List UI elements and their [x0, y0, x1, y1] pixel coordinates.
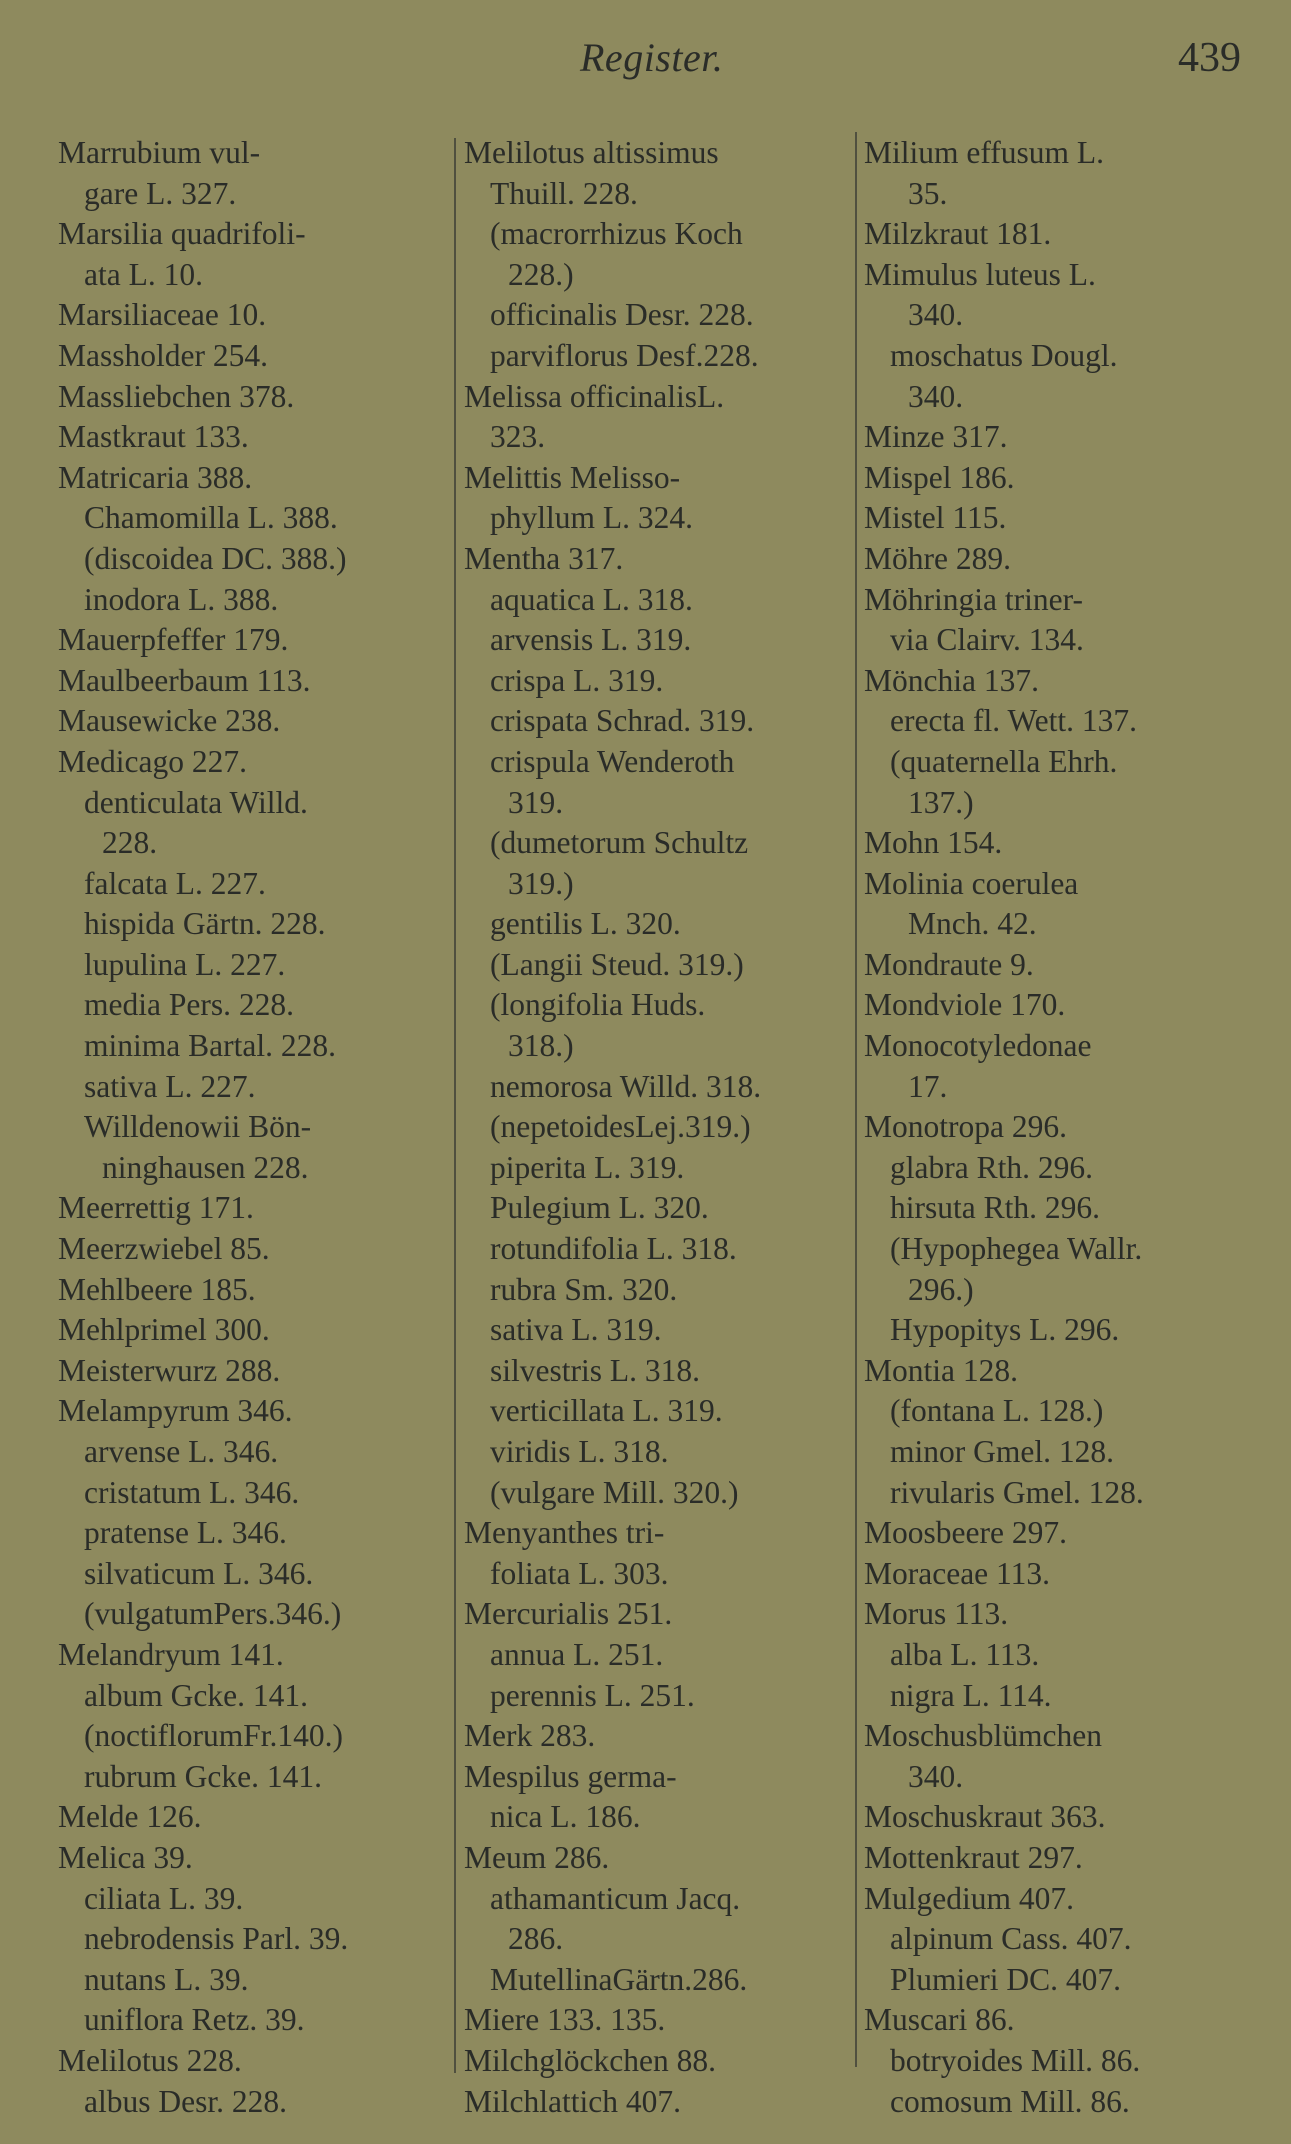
- index-subentry: minor Gmel. 128.: [890, 1434, 1114, 1469]
- index-subentry: phyllum L. 324.: [490, 500, 693, 536]
- index-entry: Mercurialis 251.: [464, 1596, 673, 1632]
- index-entry: Meerzwiebel 85.: [58, 1231, 270, 1267]
- index-entry: Mauerpfeffer 179.: [58, 622, 289, 658]
- index-entry: Milzkraut 181.: [864, 216, 1052, 252]
- index-subentry: ata L. 10.: [84, 256, 203, 292]
- index-subentry: rivularis Gmel. 128.: [890, 1474, 1144, 1510]
- index-subentry: media Pers. 228.: [84, 987, 294, 1023]
- index-subentry: 286.: [508, 1921, 564, 1957]
- index-entry: Muscari 86.: [864, 2002, 1015, 2038]
- index-subentry: (quaternella Ehrh.: [890, 743, 1118, 779]
- index-subentry: athamanticum Jacq.: [490, 1880, 741, 1916]
- index-entry: Matricaria 388.: [58, 459, 253, 495]
- index-subentry: (Langii Steud. 319.): [490, 946, 744, 982]
- index-subentry: uniflora Retz. 39.: [84, 2002, 305, 2038]
- index-subentry: Chamomilla L. 388.: [84, 500, 338, 536]
- index-subentry: erecta fl. Wett. 137.: [890, 703, 1138, 739]
- index-subentry: crispata Schrad. 319.: [490, 703, 755, 739]
- index-subentry: 137.): [908, 784, 974, 820]
- index-subentry: 228.: [102, 825, 158, 861]
- index-subentry: Plumieri DC. 407.: [890, 1961, 1122, 1997]
- index-subentry: inodora L. 388.: [84, 581, 279, 617]
- page-header: [0, 30, 1291, 90]
- index-entry: Medicago 227.: [58, 743, 247, 779]
- column-divider-1: [454, 138, 456, 2073]
- index-subentry: 296.): [908, 1271, 974, 1307]
- index-entry: Monocotyledonae: [864, 1028, 1092, 1064]
- index-subentry: pratense L. 346.: [84, 1515, 287, 1551]
- index-entry: Mulgedium 407.: [864, 1880, 1074, 1916]
- index-subentry: parviflorus Desf.228.: [490, 337, 759, 373]
- index-subentry: sativa L. 227.: [84, 1068, 256, 1104]
- index-entry: Melissa officinalisL.: [464, 378, 725, 414]
- index-subentry: perennis L. 251.: [490, 1677, 695, 1713]
- index-subentry: via Clairv. 134.: [890, 622, 1084, 658]
- index-subentry: gare L. 327.: [84, 175, 237, 211]
- index-entry: Marsilia quadrifoli-: [58, 216, 306, 252]
- index-subentry: alpinum Cass. 407.: [890, 1921, 1132, 1957]
- index-subentry: verticillata L. 319.: [490, 1393, 723, 1429]
- index-entry: Morus 113.: [864, 1596, 1009, 1632]
- index-entry: Melampyrum 346.: [58, 1393, 293, 1429]
- index-subentry: arvense L. 346.: [84, 1434, 279, 1469]
- index-subentry: 35.: [908, 175, 948, 211]
- index-entry: Moosbeere 297.: [864, 1515, 1067, 1551]
- index-subentry: (nepetoidesLej.319.): [490, 1109, 751, 1145]
- index-entry: Moschuskraut 363.: [864, 1799, 1106, 1835]
- index-subentry: Pulegium L. 320.: [490, 1190, 709, 1226]
- index-subentry: silvaticum L. 346.: [84, 1555, 314, 1591]
- index-subentry: annua L. 251.: [490, 1636, 664, 1672]
- index-subentry: rotundifolia L. 318.: [490, 1231, 737, 1267]
- index-entry: Mondraute 9.: [864, 946, 1034, 982]
- index-subentry: (vulgatumPers.346.): [84, 1596, 342, 1632]
- index-subentry: nebrodensis Parl. 39.: [84, 1921, 349, 1957]
- index-entry: Mohn 154.: [864, 825, 1003, 861]
- index-subentry: (fontana L. 128.): [890, 1393, 1104, 1429]
- index-entry: Milchglöckchen 88.: [464, 2042, 716, 2078]
- index-entry: Melandryum 141.: [58, 1636, 284, 1672]
- index-entry: Mehlbeere 185.: [58, 1271, 256, 1307]
- index-subentry: album Gcke. 141.: [84, 1677, 308, 1713]
- index-subentry: officinalis Desr. 228.: [490, 297, 754, 333]
- index-subentry: Mnch. 42.: [908, 906, 1037, 942]
- index-entry: Melica 39.: [58, 1839, 193, 1875]
- page-number: 439: [1178, 35, 1241, 81]
- index-entry: Mispel 186.: [864, 459, 1015, 495]
- index-entry: Mehlprimel 300.: [58, 1312, 270, 1348]
- index-subentry: nemorosa Willd. 318.: [490, 1068, 762, 1104]
- index-subentry: cristatum L. 346.: [84, 1474, 300, 1510]
- index-entry: Mastkraut 133.: [58, 419, 249, 455]
- index-entry: Melilotus altissimus: [464, 135, 719, 170]
- index-entry: Mönchia 137.: [864, 662, 1039, 698]
- index-entry: Merk 283.: [464, 1718, 596, 1754]
- index-subentry: Hypopitys L. 296.: [890, 1312, 1120, 1348]
- index-entry: Meum 286.: [464, 1839, 610, 1875]
- index-entry: Melde 126.: [58, 1799, 202, 1835]
- index-subentry: 17.: [908, 1068, 948, 1104]
- index-subentry: (longifolia Huds.: [490, 987, 706, 1023]
- index-entry: Meerrettig 171.: [58, 1190, 254, 1226]
- index-subentry: (noctiflorumFr.140.): [84, 1718, 343, 1754]
- index-subentry: 319.: [508, 784, 564, 820]
- index-entry: Meisterwurz 288.: [58, 1352, 281, 1388]
- index-subentry: comosum Mill. 86.: [890, 2083, 1130, 2119]
- index-subentry: MutellinaGärtn.286.: [490, 1961, 748, 1997]
- index-subentry: sativa L. 319.: [490, 1312, 662, 1348]
- index-subentry: glabra Rth. 296.: [890, 1149, 1093, 1185]
- index-subentry: foliata L. 303.: [490, 1555, 669, 1591]
- index-subentry: hispida Gärtn. 228.: [84, 906, 326, 942]
- running-title: Register.: [580, 35, 724, 80]
- index-entry: Mespilus germa-: [464, 1758, 677, 1794]
- index-subentry: rubra Sm. 320.: [490, 1271, 678, 1307]
- index-subentry: crispula Wenderoth: [490, 743, 735, 779]
- index-subentry: (vulgare Mill. 320.): [490, 1474, 739, 1510]
- index-entry: Montia 128.: [864, 1352, 1018, 1388]
- index-entry: Molinia coerulea: [864, 865, 1079, 901]
- index-subentry: Thuill. 228.: [490, 175, 638, 211]
- index-subentry: denticulata Willd.: [84, 784, 308, 820]
- index-entry: Möhre 289.: [864, 540, 1011, 576]
- index-entry: Mimulus luteus L.: [864, 256, 1096, 292]
- index-subentry: viridis L. 318.: [490, 1434, 669, 1469]
- index-subentry: ciliata L. 39.: [84, 1880, 244, 1916]
- index-subentry: 340.: [908, 1758, 964, 1794]
- index-subentry: lupulina L. 227.: [84, 946, 286, 982]
- index-subentry: (Hypophegea Wallr.: [890, 1231, 1143, 1267]
- index-subentry: Willdenowii Bön-: [84, 1109, 312, 1145]
- index-subentry: aquatica L. 318.: [490, 581, 693, 617]
- index-subentry: (discoidea DC. 388.): [84, 540, 347, 576]
- index-entry: Mentha 317.: [464, 540, 624, 576]
- index-entry: Marsiliaceae 10.: [58, 297, 267, 333]
- index-column-3: [864, 133, 1256, 2122]
- index-entry: Moschusblümchen: [864, 1718, 1102, 1754]
- index-subentry: moschatus Dougl.: [890, 337, 1118, 373]
- index-subentry: 318.): [508, 1028, 574, 1064]
- index-column-1: [58, 133, 450, 2122]
- index-subentry: rubrum Gcke. 141.: [84, 1758, 322, 1794]
- index-subentry: botryoides Mill. 86.: [890, 2042, 1141, 2078]
- index-entry: Milium effusum L.: [864, 135, 1105, 170]
- index-entry: Menyanthes tri-: [464, 1515, 665, 1551]
- index-entry: Massholder 254.: [58, 337, 268, 373]
- index-subentry: 228.): [508, 256, 574, 292]
- index-entry: Milchlattich 407.: [464, 2083, 681, 2119]
- index-subentry: alba L. 113.: [890, 1636, 1040, 1672]
- index-entry: Mottenkraut 297.: [864, 1839, 1083, 1875]
- index-subentry: nigra L. 114.: [890, 1677, 1052, 1713]
- index-subentry: ninghausen 228.: [102, 1149, 309, 1185]
- column-divider-2: [855, 132, 857, 2067]
- index-subentry: gentilis L. 320.: [490, 906, 681, 942]
- index-entry: Mondviole 170.: [864, 987, 1066, 1023]
- index-entry: Massliebchen 378.: [58, 378, 295, 414]
- index-subentry: crispa L. 319.: [490, 662, 664, 698]
- index-entry: Maulbeerbaum 113.: [58, 662, 311, 698]
- index-entry: Minze 317.: [864, 419, 1008, 455]
- index-entry: Moraceae 113.: [864, 1555, 1050, 1591]
- index-entry: Melittis Melisso-: [464, 459, 681, 495]
- index-subentry: nica L. 186.: [490, 1799, 641, 1835]
- index-entry: Melilotus 228.: [58, 2042, 242, 2078]
- index-subentry: 340.: [908, 297, 964, 333]
- index-entry: Marrubium vul-: [58, 135, 261, 170]
- index-entry: Monotropa 296.: [864, 1109, 1067, 1145]
- index-subentry: 340.: [908, 378, 964, 414]
- index-subentry: silvestris L. 318.: [490, 1352, 700, 1388]
- index-subentry: (macrorrhizus Koch: [490, 216, 743, 252]
- index-entry: Miere 133. 135.: [464, 2002, 666, 2038]
- index-subentry: piperita L. 319.: [490, 1149, 685, 1185]
- index-subentry: albus Desr. 228.: [84, 2083, 287, 2119]
- index-entry: Mausewicke 238.: [58, 703, 281, 739]
- index-subentry: hirsuta Rth. 296.: [890, 1190, 1100, 1226]
- index-subentry: falcata L. 227.: [84, 865, 266, 901]
- index-subentry: arvensis L. 319.: [490, 622, 692, 658]
- index-entry: Möhringia triner-: [864, 581, 1083, 617]
- index-subentry: 323.: [490, 419, 546, 455]
- index-subentry: nutans L. 39.: [84, 1961, 249, 1997]
- index-subentry: 319.): [508, 865, 574, 901]
- index-column-2: [464, 133, 852, 2122]
- index-entry: Mistel 115.: [864, 500, 1007, 536]
- index-subentry: minima Bartal. 228.: [84, 1028, 336, 1064]
- index-subentry: (dumetorum Schultz: [490, 825, 749, 861]
